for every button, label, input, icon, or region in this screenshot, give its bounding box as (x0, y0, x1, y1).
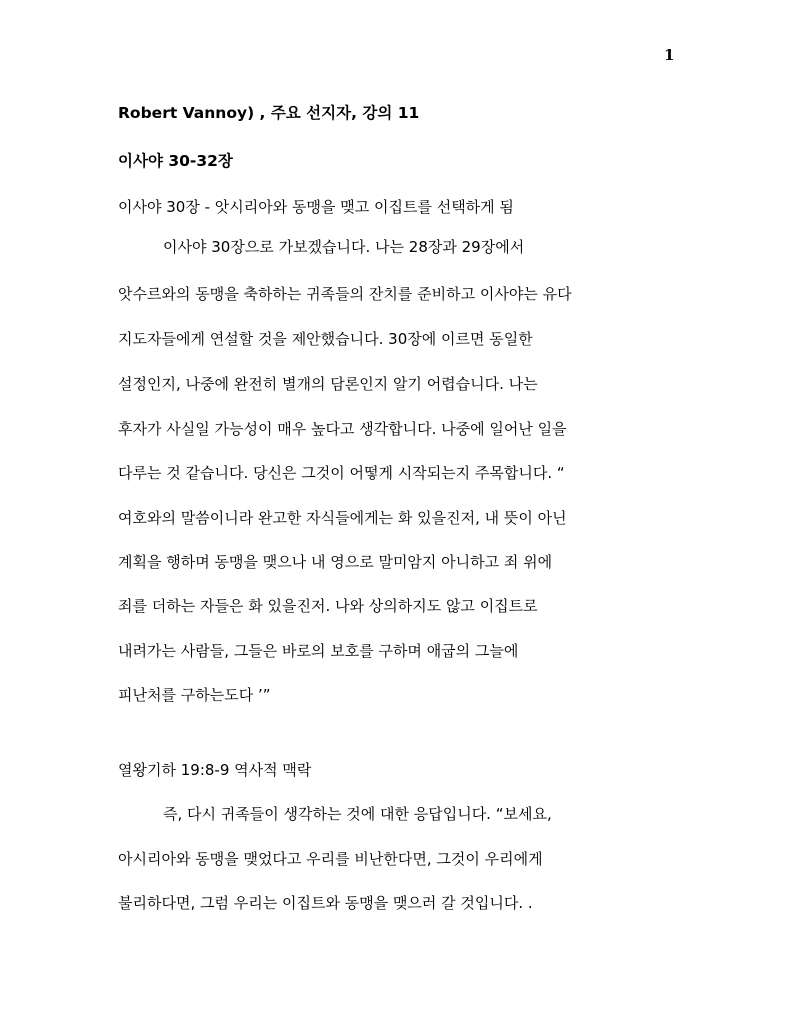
paragraph-line: 이사야 30장으로 가보겠습니다. 나는 28장과 29장에서 (163, 238, 525, 256)
page-number: 1 (664, 46, 675, 64)
lecture-heading: Robert Vannoy) , 주요 선지자, 강의 11 (118, 104, 420, 122)
paragraph-line: 설정인지, 나중에 완전히 별개의 담론인지 알기 어렵습니다. 나는 (118, 375, 538, 393)
section-title-kings: 열왕기하 19:8-9 역사적 맥락 (118, 761, 312, 779)
chapter-subheading: 이사야 30-32장 (118, 152, 233, 170)
paragraph-line: 후자가 사실일 가능성이 매우 높다고 생각합니다. 나중에 일어난 일을 (118, 420, 567, 438)
paragraph-line: 피난처를 구하는도다 ’” (118, 686, 271, 704)
paragraph-line: 계획을 행하며 동맹을 맺으나 내 영으로 말미암지 아니하고 죄 위에 (118, 553, 553, 571)
paragraph-line: 즉, 다시 귀족들이 생각하는 것에 대한 응답입니다. “보세요, (163, 805, 552, 823)
section-title-isaiah-30: 이사야 30장 - 앗시리아와 동맹을 맺고 이집트를 선택하게 됨 (118, 198, 514, 216)
paragraph-line: 앗수르와의 동맹을 축하하는 귀족들의 잔치를 준비하고 이사야는 유다 (118, 285, 572, 303)
paragraph-line: 내려가는 사람들, 그들은 바로의 보호를 구하며 애굽의 그늘에 (118, 642, 519, 660)
paragraph-line: 아시리아와 동맹을 맺었다고 우리를 비난한다면, 그것이 우리에게 (118, 850, 543, 868)
paragraph-line: 죄를 더하는 자들은 화 있을진저. 나와 상의하지도 않고 이집트로 (118, 597, 538, 615)
paragraph-line: 지도자들에게 연설할 것을 제안했습니다. 30장에 이르면 동일한 (118, 330, 533, 348)
paragraph-line: 불리하다면, 그럼 우리는 이집트와 동맹을 맺으러 갈 것입니다. . (118, 894, 533, 912)
paragraph-line: 다루는 것 같습니다. 당신은 그것이 어떻게 시작되는지 주목합니다. “ (118, 464, 565, 482)
paragraph-line: 여호와의 말씀이니라 완고한 자식들에게는 화 있을진저, 내 뜻이 아닌 (118, 509, 567, 527)
